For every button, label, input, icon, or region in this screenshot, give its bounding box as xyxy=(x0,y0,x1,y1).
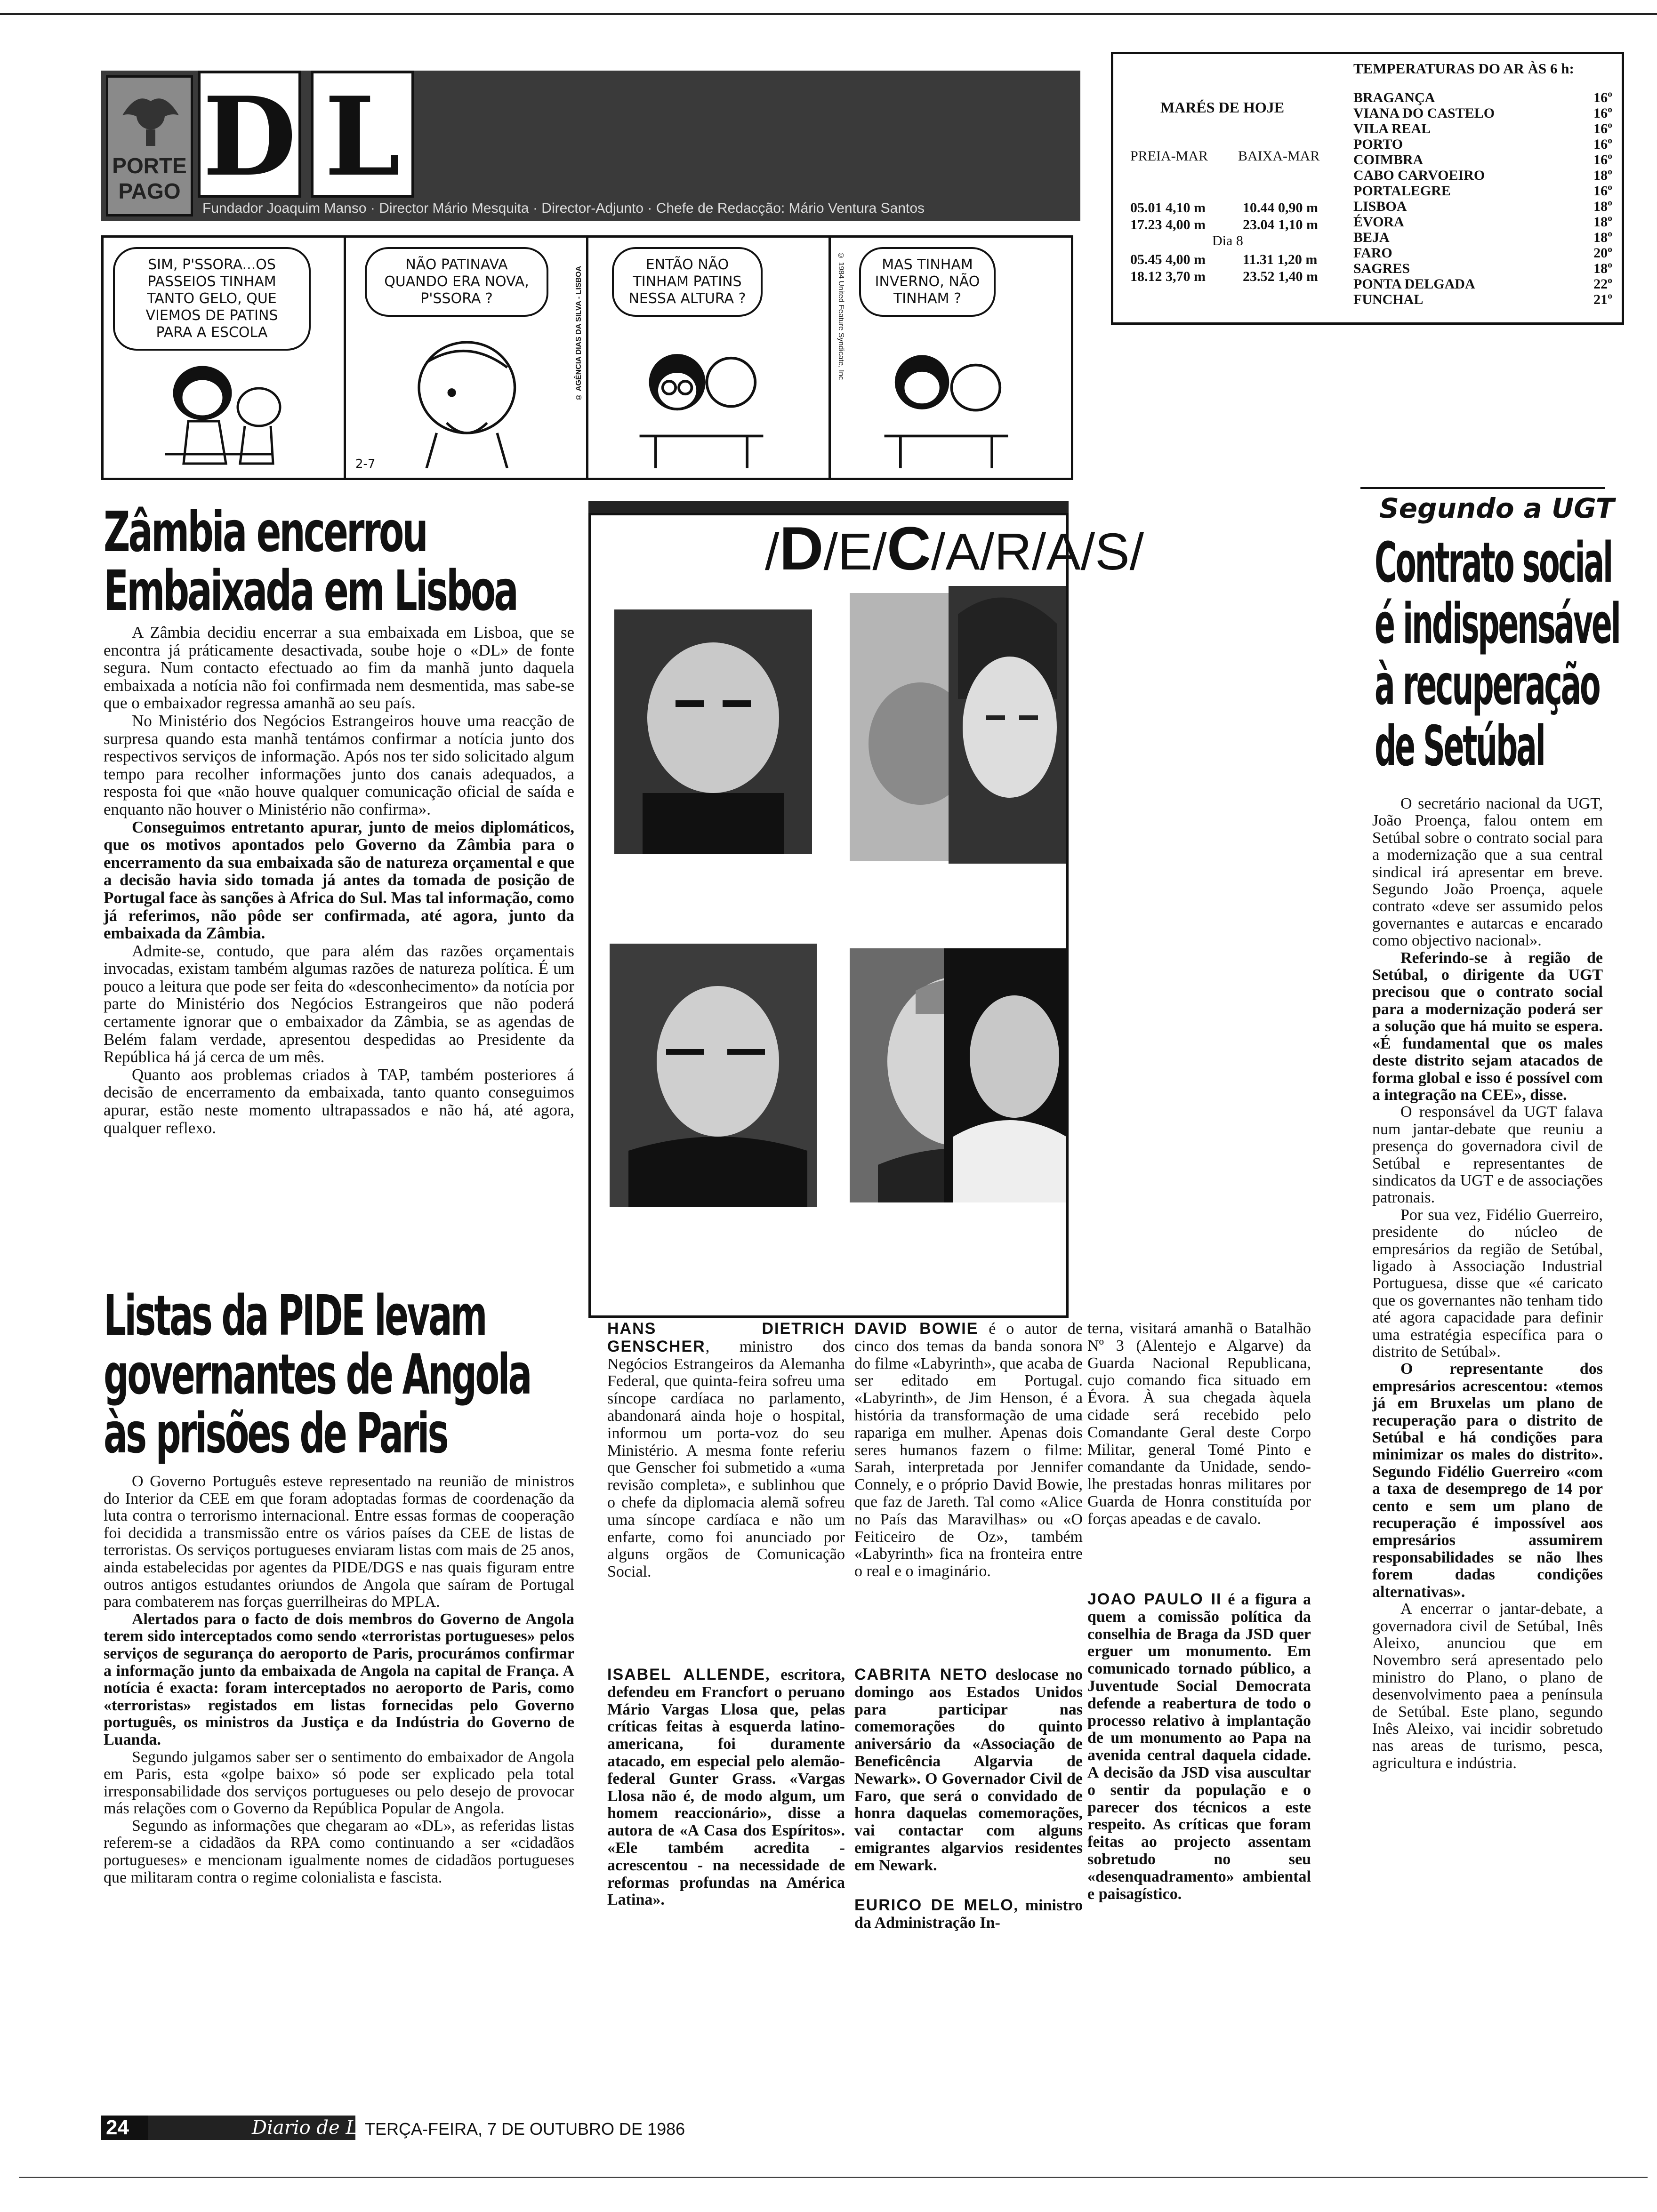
photo-bowie xyxy=(949,586,1066,864)
tide-row-4-low: 23.52 1,40 m xyxy=(1243,269,1318,284)
tides-col-baixamar: BAIXA-MAR xyxy=(1238,148,1320,164)
caption-eurico xyxy=(854,1897,1083,1932)
caption-papa-text: é a figura a quem a comissão política da conselhia de Braga da JSD quer erguer um monumento. Em comunicado tornado público, a Juventude Social Democrata defende a reabertura de todo o processo relativo à implantação de um monumento ao Papa na avenida central daquela cidade. A decisão da JSD visa auscultar o sentir da população e o parecer dos técnicos a este respeito. As críticas que foram feitas ao projecto assentam sobretudo no seu «desenquadramento» ambiental e paisagístico. xyxy=(1087,1591,1311,1903)
temperature-row xyxy=(1353,121,1612,136)
page-footer xyxy=(101,2116,760,2144)
pide-paragraph-4: Segundo as informações que chegaram ao «DL», as referidas listas referem-se a cidadãos da RPA como continuando a ser «cidadãos portugueses» e mencionam igualmente nomes de cidadãos portugueses que militaram contra o regime colonialista e fascista. xyxy=(104,1817,574,1886)
pide-headline-3: às prisões de Paris xyxy=(104,1401,447,1466)
temperature-row xyxy=(1353,261,1612,276)
comic-panel-1 xyxy=(104,238,346,478)
comic-credit-1: © AGÊNCIA DIAS DA SILVA - LISBOA xyxy=(575,266,583,401)
tide-row-2-high: 17.23 4,00 m xyxy=(1130,217,1206,232)
ugt-kicker-rule xyxy=(1360,487,1605,489)
temperature-row xyxy=(1353,230,1612,245)
comic-date: 2-7 xyxy=(355,457,376,471)
city-name: PONTA DELGADA xyxy=(1353,276,1475,292)
top-rule xyxy=(0,13,1657,15)
porte-pago-label: PORTE PAGO xyxy=(112,153,187,203)
caras-slash: / xyxy=(765,523,780,581)
tides-day8: Dia 8 xyxy=(1212,233,1243,248)
portrait-icon xyxy=(944,948,1066,1202)
city-name: LISBOA xyxy=(1353,199,1407,214)
zambia-paragraph-2: No Ministério dos Negócios Estrangeiros houve uma reacção de surpresa quando esta manhã tentámos confirmar a notícia junto dos respectivos serviços de informação. Após nos ter sido solicitado algum tempo para recolher informações junto dos canais adequados, a resposta foi que «não houve qualquer comunicação oficial de saída e enquanto não houver o Ministério não confirma». xyxy=(104,711,574,818)
city-temperature: 21º xyxy=(1593,292,1612,307)
scan-line xyxy=(19,2177,1648,2178)
speech-bubble-2: NÃO PATINAVA QUANDO ERA NOVA, P'SSORA ? xyxy=(365,247,548,317)
photo-genscher xyxy=(614,609,812,854)
pide-headline-1: Listas da PIDE levam xyxy=(104,1283,486,1348)
comic-panel-2 xyxy=(346,238,588,478)
speech-bubble-3: ENTÃO NÃO TINHAM PATINS NESSA ALTURA ? xyxy=(612,247,763,317)
caption-allende-name: ISABEL ALLENDE xyxy=(607,1666,765,1683)
caras-letter-d: D xyxy=(779,514,824,583)
zambia-paragraph-3: Conseguimos entretanto apurar, junto de meios diplomáticos, que os motivos apontados pelo Governo da Zâmbia para o encerramento da sua embaixada são de natureza orçamental e que a decisão havia sido tomada já antes da tomada de posição de Portugal face às sanções à Africa do Sul. Mas tal informação, como já referimos, não pôde ser confirmada, até agora, junto da embaixada da Zâmbia. xyxy=(104,817,574,943)
city-temperature: 18º xyxy=(1593,230,1612,245)
crest-icon xyxy=(118,87,184,148)
temperature-row xyxy=(1353,168,1612,183)
pide-paragraph-3: Segundo julgamos saber ser o sentimento do embaixador de Angola em Paris, esta «golpe baixo» só pode ser explicado pela total irresponsabilidade dos serviços portugueses ou pelo desejo de provocar más relações com o Governo da República Popular de Angola. xyxy=(104,1748,574,1818)
city-name: FUNCHAL xyxy=(1353,292,1424,307)
city-temperature: 16º xyxy=(1593,90,1612,105)
city-name: COIMBRA xyxy=(1353,152,1424,168)
zambia-paragraph-4: Admite-se, contudo, que para além das razões orçamentais invocadas, existam também algumas razões de natureza política. É um pouco a leitura que pode ser feita do «desconhecimento» da notícia por parte do Ministério dos Negócios Estrangeiros que não poderá certamente ignorar que o embaixador da Zâmbia, se as agendas de Belém falam verdade, apresentou despedidas ao Presidente da República há já cerca de um mês. xyxy=(104,941,574,1066)
city-temperature: 18º xyxy=(1593,261,1612,276)
city-name: VILA REAL xyxy=(1353,121,1431,136)
temperature-row xyxy=(1353,136,1612,152)
city-temperature: 18º xyxy=(1593,199,1612,214)
temperature-row xyxy=(1353,199,1612,214)
ugt-headline-2: é indispensável xyxy=(1375,591,1620,656)
speech-bubble-1: SIM, P'SSORA...OS PASSEIOS TINHAM TANTO GELO, QUE VIEMOS DE PATINS PARA A ESCOLA xyxy=(113,247,311,351)
city-temperature: 16º xyxy=(1593,121,1612,136)
city-name: CABO CARVOEIRO xyxy=(1353,168,1485,183)
tide-row-1-low: 10.44 0,90 m xyxy=(1243,200,1318,216)
temperature-row xyxy=(1353,245,1612,261)
pide-headline-2: governantes de Angola xyxy=(104,1342,531,1407)
caras-letter-e: /E/ xyxy=(823,523,887,581)
founder-text: Fundador Joaquim Manso · Director Mário Mesquita · Director-Adjunto · Chefe de Redacção: Mário Ventura Santos xyxy=(202,200,925,216)
page-number: 24 xyxy=(101,2116,148,2140)
ugt-paragraph-4: Por sua vez, Fidélio Guerreiro, presidente do núcleo de empresários da região de Setúbal, ligado à Associação Industrial Portuguesa, disse que «é caricato que os governantes não tenham tido até agora capacidade para definir uma estratégia específica para o distrito de Setúbal». xyxy=(1372,1206,1603,1361)
ugt-body xyxy=(1372,795,1603,1772)
portrait-icon xyxy=(610,944,817,1207)
child-figure-icon xyxy=(141,337,297,468)
tide-row-1-high: 05.01 4,10 m xyxy=(1130,200,1206,216)
city-name: PORTO xyxy=(1353,136,1403,152)
caption-bowie-name: DAVID BOWIE xyxy=(854,1320,979,1338)
caption-bowie xyxy=(854,1320,1083,1580)
footer-paper-name: Diario de Lisboa xyxy=(252,2117,409,2139)
temperature-row xyxy=(1353,105,1612,121)
city-name: FARO xyxy=(1353,245,1392,261)
city-temperature: 16º xyxy=(1593,136,1612,152)
ugt-kicker: Segundo a UGT xyxy=(1379,492,1615,524)
city-temperature: 22º xyxy=(1593,276,1612,292)
zambia-headline-2: Embaixada em Lisboa xyxy=(104,558,517,623)
city-temperature: 20º xyxy=(1593,245,1612,261)
caption-genscher xyxy=(607,1320,845,1581)
city-name: BRAGANÇA xyxy=(1353,90,1435,105)
caption-eurico-name: EURICO DE MELO xyxy=(854,1896,1014,1914)
ugt-paragraph-6: A encerrar o jantar-debate, a governadora civil de Setúbal, Inês Aleixo, anunciou que em Novembro será apresentado pelo ministro do Plano, o plano de desenvolvimento paea a península de Setúbal. Este plano, segundo Inês Aleixo, vai incidir sobretudo nas areas de turismo, pesca, agricultura e indústria. xyxy=(1372,1600,1603,1772)
portrait-icon xyxy=(949,586,1066,864)
caras-box xyxy=(588,513,1144,1318)
footer-date: TERÇA-FEIRA, 7 DE OUTUBRO DE 1986 xyxy=(365,2119,685,2139)
caption-eurico-text: , ministro da Administração In- xyxy=(854,1897,1083,1931)
temperature-row xyxy=(1353,152,1612,168)
city-temperature: 16º xyxy=(1593,105,1612,121)
temperature-title: TEMPERATURAS DO AR ÀS 6 h: xyxy=(1353,60,1574,77)
city-name: PORTALEGRE xyxy=(1353,183,1451,199)
city-name: BEJA xyxy=(1353,230,1390,245)
ugt-paragraph-5: O representante dos empresários acrescentou: «temos já em Bruxelas um plano de recuperação para o distrito de Setúbal e há condições para minimizar os males do distrito». Segundo Fidélio Guerreiro «com a taxa de desemprego de 14 por cento e sem um plano de recuperação é impossível aos empresários assumirem responsabilidades se não lhes forem dadas condições alternativas». xyxy=(1372,1360,1603,1601)
zambia-body xyxy=(104,624,574,1137)
temperature-list xyxy=(1353,90,1612,307)
letter-l: L xyxy=(324,73,401,200)
ugt-paragraph-1: O secretário nacional da UGT, João Proença, falou ontem em Setúbal sobre o contrato social para a modernização que a sua central sindical irá apresentar em breve. Segundo João Proença, aquele contrato «deve ser assumido pelos governantes e autarcas e encarado como objectivo nacional». xyxy=(1372,795,1603,950)
city-name: VIANA DO CASTELO xyxy=(1353,105,1495,121)
caption-cabrita xyxy=(854,1666,1083,1875)
tide-row-4-high: 18.12 3,70 m xyxy=(1130,269,1206,284)
temperature-row xyxy=(1353,276,1612,292)
porte-pago-stamp xyxy=(106,75,193,216)
caras-letter-c: C xyxy=(886,514,931,583)
photo-joao-paulo xyxy=(944,948,1066,1202)
comic-strip xyxy=(101,235,1073,480)
caption-cabrita-text: deslocase no domingo aos Estados Unidos para participar nas comemorações do quinto aniversário da «Associação de Beneficência Algarvia de Newark». O Governador Civil de Faro, que será o convidado de honra daquelas comemorações, vai contactar com alguns emigrantes algarvios residentes em Newark. xyxy=(854,1666,1083,1874)
temperature-row xyxy=(1353,214,1612,230)
letter-d: D xyxy=(202,73,297,200)
caption-allende-text: , escritora, defendeu em Francfort o peruano Mário Vargas Llosa que, pelas críticas feitas à esquerda latino-americana, foi duramente atacado, em especial pelo alemão-federal Gunter Grass. «Vargas Llosa não é, de modo algum, um homem reaccionário», disse a autora de «A Casa dos Espíritos». «Ele também acredita - acrescentou - na necessidade de reformas profundas na América Latina». xyxy=(607,1666,845,1909)
speech-bubble-4: MAS TINHAM INVERNO, NÃO TINHAM ? xyxy=(859,247,996,317)
masthead-founder-line xyxy=(198,198,1078,219)
tide-row-3-high: 05.45 4,00 m xyxy=(1130,252,1206,267)
city-name: SAGRES xyxy=(1353,261,1410,276)
tides-col-preiamar: PREIA-MAR xyxy=(1130,148,1208,164)
caption-eurico-continued: terna, visitará amanhã o Batalhão Nº 3 (Alentejo e Algarve) da Guarda Nacional Republicana, cujo comando fica situado em Évora. À sua chegada àquela cidade será recebido pelo Comandante Geral deste Corpo Militar, general Tomé Pinto e comandante da Unidade, sendo-lhe prestadas honras militares por Guarda de Honra constituída por forças apeadas e de cavalo. xyxy=(1087,1320,1311,1528)
tide-row-3-low: 11.31 1,20 m xyxy=(1243,252,1318,267)
portrait-icon xyxy=(614,609,812,854)
city-temperature: 18º xyxy=(1593,214,1612,230)
child-face-icon xyxy=(374,327,534,468)
tide-row-2-low: 23.04 1,10 m xyxy=(1243,217,1318,232)
zambia-paragraph-5: Quanto aos problemas criados à TAP, também posteriores á decisão de encerramento da embaixada, tanto quanto conseguimos apurar, estão neste momento ultrapassados e não há, até agora, qualquer reflexo. xyxy=(104,1065,574,1137)
ugt-headline-3: à recuperação xyxy=(1375,652,1600,717)
temperature-row xyxy=(1353,292,1612,307)
pide-paragraph-2: Alertados para o facto de dois membros do Governo de Angola terem sido interceptados como sendo «terroristas portugueses» pelos serviços de segurança do aeroporto de Paris, procurámos confirmar a informação junto da embaixada de Angola na capital de França. A notícia é exacta: foram interceptados no aeroporto de Paris, como «terroristas» registados em listas fornecidas pelo Governo português, os ministros da Justiça e da Indústria do Governo de Luanda. xyxy=(104,1610,574,1748)
ugt-paragraph-2: Referindo-se à região de Setúbal, o dirigente da UGT precisou que o contrato social para a modernização poderá ser a solução que há muito se espera. «É fundamental que os males deste distrito sejam atacados de forma global e isso é possível com a integração na CEE», disse. xyxy=(1372,949,1603,1104)
caption-genscher-name: HANS DIETRICH GENSCHER xyxy=(607,1320,845,1355)
tides-title: MARÉS DE HOJE xyxy=(1160,99,1285,116)
pide-paragraph-1: O Governo Português esteve representado na reunião de ministros do Interior da CEE em que foram adoptadas formas de coordenação da luta contra o terrorismo internacional. Entre essas formas de cooperação foi decidida a transmissão entre os vários países da CEE de listas de terroristas. Os serviços portugueses enviaram listas com mais de 25 anos, ainda estabelecidas por agentes da PIDE/DGS e nas quais figuram entre outros antigos estudantes oriundos de Angola que saíram de Portugal para combaterem nas forças guerrilheiras do MPLA. xyxy=(104,1473,574,1611)
temperature-row xyxy=(1353,183,1612,199)
children-back-icon xyxy=(845,318,1047,468)
caption-papa xyxy=(1087,1591,1311,1903)
city-temperature: 16º xyxy=(1593,152,1612,168)
ugt-headline-1: Contrato social xyxy=(1375,530,1612,595)
caras-title xyxy=(765,514,1144,583)
zambia-paragraph-1: A Zâmbia decidiu encerrar a sua embaixada em Lisboa, que se encontra já práticamente desactivada, soube hoje o «DL» de fonte segura. Num contacto efectuado ao fim da manhã junto daquela embaixada a notícia não foi confirmada nem desmentida, mas sabe-se que o embaixador regressa amanhã ao seu país. xyxy=(104,623,574,713)
caras-letters-aras: /A/R/A/S/ xyxy=(931,523,1144,581)
city-name: ÉVORA xyxy=(1353,214,1404,230)
comic-panel-4 xyxy=(831,238,1071,478)
city-temperature: 16º xyxy=(1593,183,1612,199)
masthead-letter-l xyxy=(311,71,414,198)
pide-body xyxy=(104,1473,574,1886)
ugt-paragraph-3: O responsável da UGT falava num jantar-debate que reuniu a presença do governadora civil de Setúbal e representantes de sindicatos da UGT e de associações patronais. xyxy=(1372,1103,1603,1207)
caption-allende xyxy=(607,1666,845,1909)
ugt-headline-4: de Setúbal xyxy=(1375,713,1544,778)
caption-genscher-text: , ministro dos Negócios Estrangeiros da Alemanha Federal, que quinta-feira sofreu uma síncope cardíaca no parlamento, abandonará ainda hoje o hospital, informou um porta-voz do seu Ministério. A mesma fonte referiu que Genscher foi submetido a «uma revisão completa», e sublinhou que o chefe da diplomacia alemã sofreu uma síncope cardíaca e não um enfarte, como foi anunciado por alguns orgãos de Comunicação Social. xyxy=(607,1338,845,1581)
caption-papa-name: JOAO PAULO II xyxy=(1087,1590,1222,1608)
comic-credit-2: © 1984 United Feature Syndicate, Inc xyxy=(837,252,845,380)
city-temperature: 18º xyxy=(1593,168,1612,183)
photo-allende xyxy=(610,944,817,1207)
temperature-row xyxy=(1353,90,1612,105)
caption-cabrita-name: CABRITA NETO xyxy=(854,1666,988,1683)
children-desks-icon xyxy=(598,318,805,468)
comic-panel-3 xyxy=(588,238,831,478)
zambia-headline-1: Zâmbia encerrou xyxy=(104,499,426,564)
masthead-letter-d xyxy=(198,71,301,198)
tides-temperature-box xyxy=(1111,52,1624,325)
caption-bowie-text: é o autor de cinco dos temas da banda sonora do filme «Labyrinth», que acaba de ser editado em Portugal. «Labyrinth», de Jim Henson, é a história da transformação de uma rapariga em mulher. Apenas dois seres humanos fazem o filme: Sarah, interpretada por Jennifer Connely, e o próprio David Bowie, que faz de Jareth. Tal como «Alice no País das Maravilhas» ou «O Feiticeiro de Oz», também «Labyrinth» fica na fronteira entre o real e o imaginário. xyxy=(854,1320,1083,1580)
